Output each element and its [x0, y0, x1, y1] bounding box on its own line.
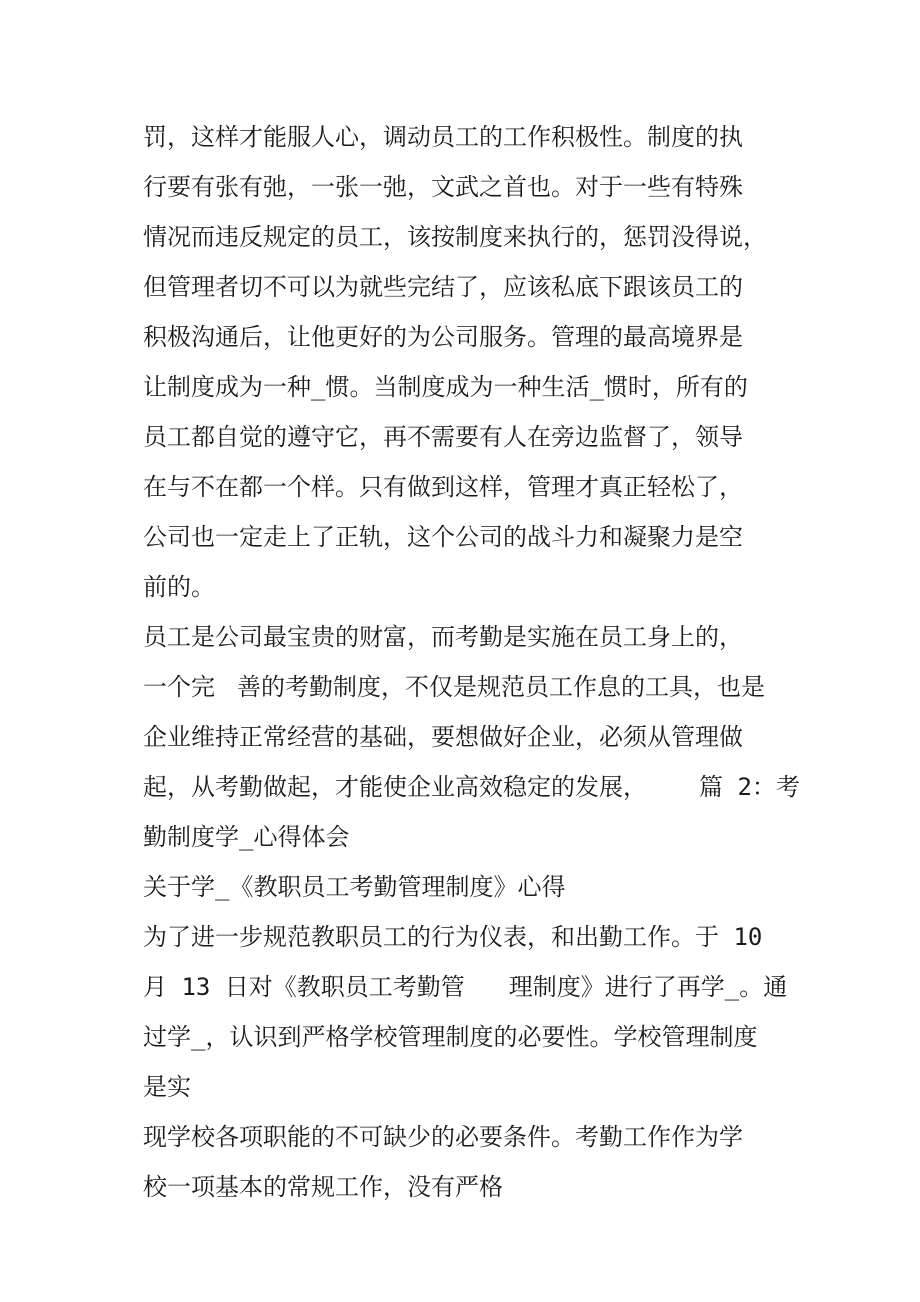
line-text: 员工是公司最宝贵的财富，而考勤是实施在员工身上的， [143, 623, 743, 651]
paragraph-line [143, 712, 743, 762]
paragraph-line [143, 1112, 743, 1162]
line-text: 员工都自觉的遵守它，再不需要有人在旁边监督了，领导 [143, 423, 743, 451]
paragraph-line [143, 662, 765, 712]
line-text: 公司也一定走上了正轨，这个公司的战斗力和凝聚力是空 [143, 523, 743, 551]
paragraph-line [143, 1062, 191, 1112]
paragraph-line [143, 1162, 503, 1212]
paragraph-line [143, 412, 743, 462]
line-text: 积极沟通后，让他更好的为公司服务。管理的最高境界是 [143, 323, 743, 351]
line-text: 过学_，认识到严格学校管理制度的必要性。学校管理制度 [143, 1023, 758, 1051]
paragraph-line [143, 612, 743, 662]
line-text: 现学校各项职能的不可缺少的必要条件。考勤工作作为学 [143, 1123, 743, 1151]
line-text: 行要有张有弛，一张一弛，文武之首也。对于一些有特殊 [143, 173, 743, 201]
line-text: 月 13 日对《教职员工考勤管 [143, 973, 465, 1001]
paragraph-line [143, 762, 800, 812]
line-text: 一个完 [143, 673, 215, 701]
line-text: 情况而违反规定的员工，该按制度来执行的，惩罚没得说， [143, 223, 767, 251]
line-text: 让制度成为一种_惯。当制度成为一种生活_惯时，所有的 [143, 373, 748, 401]
paragraph-line [143, 862, 565, 912]
line-text: 勤制度学_心得体会 [143, 823, 350, 851]
paragraph-line [143, 1012, 757, 1062]
line-text: 前的。 [143, 573, 215, 601]
line-text: 是实 [143, 1073, 191, 1101]
section-heading: 篇 2：考 [699, 773, 800, 801]
paragraph-line [143, 512, 743, 562]
line-text: 理制度》进行了再学_。通 [508, 973, 788, 1001]
paragraph-line [143, 112, 743, 162]
paragraph-line [143, 962, 787, 1012]
line-text: 但管理者切不可以为就些完结了，应该私底下跟该员工的 [143, 273, 743, 301]
line-text: 在与不在都一个样。只有做到这样，管理才真正轻松了， [143, 473, 743, 501]
line-text: 罚，这样才能服人心，调动员工的工作积极性。制度的执 [143, 123, 743, 151]
paragraph-line [143, 462, 743, 512]
line-text: 关于学_《教职员工考勤管理制度》心得 [143, 873, 566, 901]
line-text: 为了进一步规范教职员工的行为仪表，和出勤工作。于 10 [143, 923, 763, 951]
paragraph-line [143, 362, 748, 412]
paragraph-line [143, 262, 743, 312]
line-text: 善的考勤制度，不仅是规范员工作息的工具，也是 [237, 673, 765, 701]
paragraph-line [143, 562, 215, 612]
paragraph-line [143, 312, 743, 362]
line-text: 企业维持正常经营的基础，要想做好企业，必须从管理做 [143, 723, 743, 751]
line-text: 起，从考勤做起，才能使企业高效稳定的发展， [143, 773, 647, 801]
line-text: 校一项基本的常规工作，没有严格 [143, 1173, 503, 1201]
paragraph-line [143, 162, 743, 212]
paragraph-line [143, 912, 762, 962]
paragraph-line [143, 212, 767, 262]
paragraph-line [143, 812, 349, 862]
